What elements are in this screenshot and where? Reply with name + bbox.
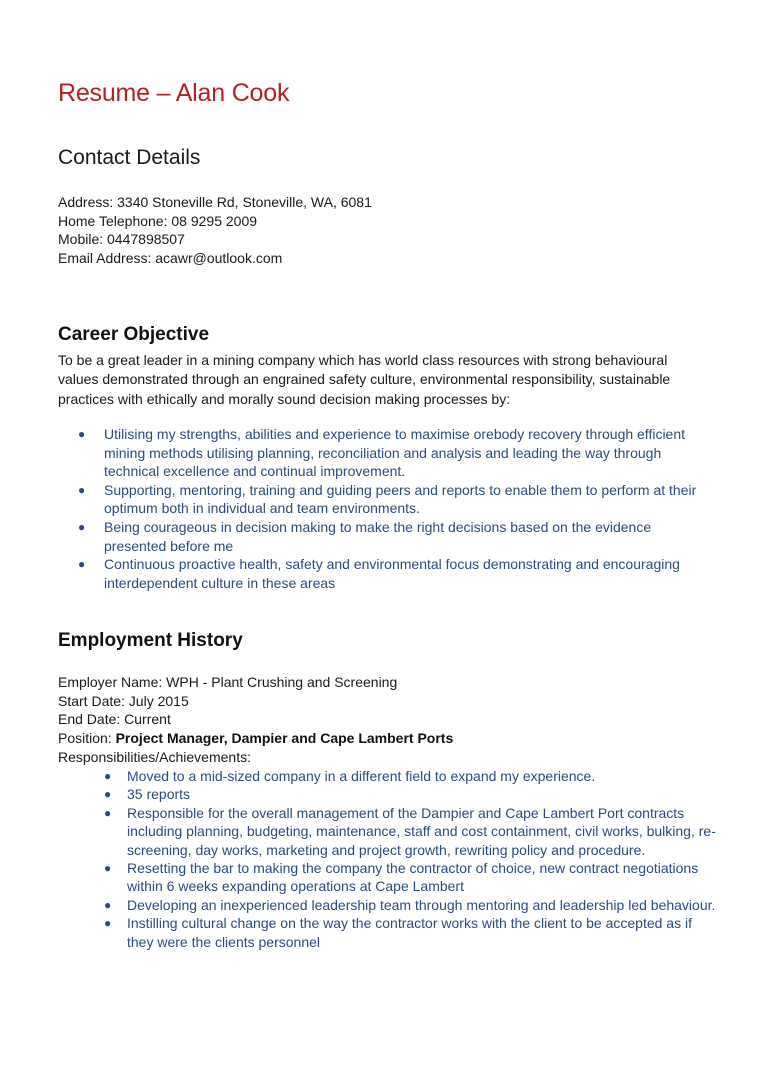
career-objective-intro: To be a great leader in a mining company which has world class resources with strong behavioural values demonstrated through an engrained safety culture, environmental responsibility, sustainable practices with ethically and morally sound decision making processes by: xyxy=(58,352,671,407)
address-line: Address: 3340 Stoneville Rd, Stoneville, WA, 6081 xyxy=(58,194,372,210)
document-title: Resume – Alan Cook xyxy=(58,79,290,107)
list-item: ● Instilling cultural change on the way the contractor works with the client to be accepted as if they were the clients personnel xyxy=(104,915,692,950)
employment-details xyxy=(58,673,718,767)
mobile-line: Mobile: 0447898507 xyxy=(58,231,185,248)
contact-details-heading: Contact Details xyxy=(58,146,201,169)
list-item: ● Utilising my strengths, abilities and experience to maximise orebody recovery through efficient mining methods utilising planning, reconciliation and analysis and leading the way through technical excellence and continual improvement. xyxy=(78,426,686,480)
bullet-icon: ● xyxy=(104,769,112,783)
list-item: ● Supporting, mentoring, training and guiding peers and reports to enable them to perform at their optimum both in individual and team environments. xyxy=(78,481,697,517)
bullet-icon: ● xyxy=(78,519,86,534)
email-line: Email Address: acawr@outlook.com xyxy=(58,250,283,267)
start-date-line: Start Date: July 2015 xyxy=(58,692,189,709)
position-line xyxy=(58,729,718,748)
responsibilities-label: Responsibilities/Achievements: xyxy=(58,748,251,765)
bullet-icon: ● xyxy=(78,482,86,497)
contact-details xyxy=(58,193,718,268)
list-item: ● Developing an inexperienced leadership team through mentoring and leadership led behaviour. xyxy=(104,896,716,913)
bullet-icon: ● xyxy=(78,557,86,572)
list-item: ● Moved to a mid-sized company in a different field to expand my experience. xyxy=(104,768,596,784)
list-item: ● Resetting the bar to making the company the contractor of choice, new contract negotiations within 6 weeks expanding operations at Cape Lambert xyxy=(104,860,699,895)
employment-history-heading: Employment History xyxy=(58,630,243,651)
bullet-icon: ● xyxy=(104,897,112,912)
position-label: Position: xyxy=(58,730,116,747)
list-item: ● Being courageous in decision making to make the right decisions based on the evidence presented before me xyxy=(78,518,652,554)
end-date-line: End Date: Current xyxy=(58,711,171,728)
bullet-icon: ● xyxy=(104,916,112,931)
bullet-icon: ● xyxy=(104,861,112,876)
bullet-icon: ● xyxy=(78,427,86,441)
career-objective-heading: Career Objective xyxy=(58,324,210,345)
bullet-icon: ● xyxy=(104,805,112,820)
employer-name-line: Employer Name: WPH - Plant Crushing and Screening xyxy=(58,674,398,690)
list-item: ● Responsible for the overall management of the Dampier and Cape Lambert Port contracts including planning, budgeting, maintenance, staff and cost containment, civil works, bulking, re-screening, day works, marketing and project growth, rewriting policy and procedure. xyxy=(104,804,716,858)
position-value: Project Manager, Dampier and Cape Lambert Ports xyxy=(115,730,454,747)
responsibilities-list xyxy=(104,767,717,951)
list-item: ● 35 reports xyxy=(104,786,191,803)
list-item: ● Continuous proactive health, safety and environmental focus demonstrating and encouraging interdependent culture in these areas xyxy=(78,556,680,591)
home-telephone-line: Home Telephone: 08 9295 2009 xyxy=(58,212,258,229)
career-objective-list xyxy=(78,425,714,592)
bullet-icon: ● xyxy=(104,787,112,802)
